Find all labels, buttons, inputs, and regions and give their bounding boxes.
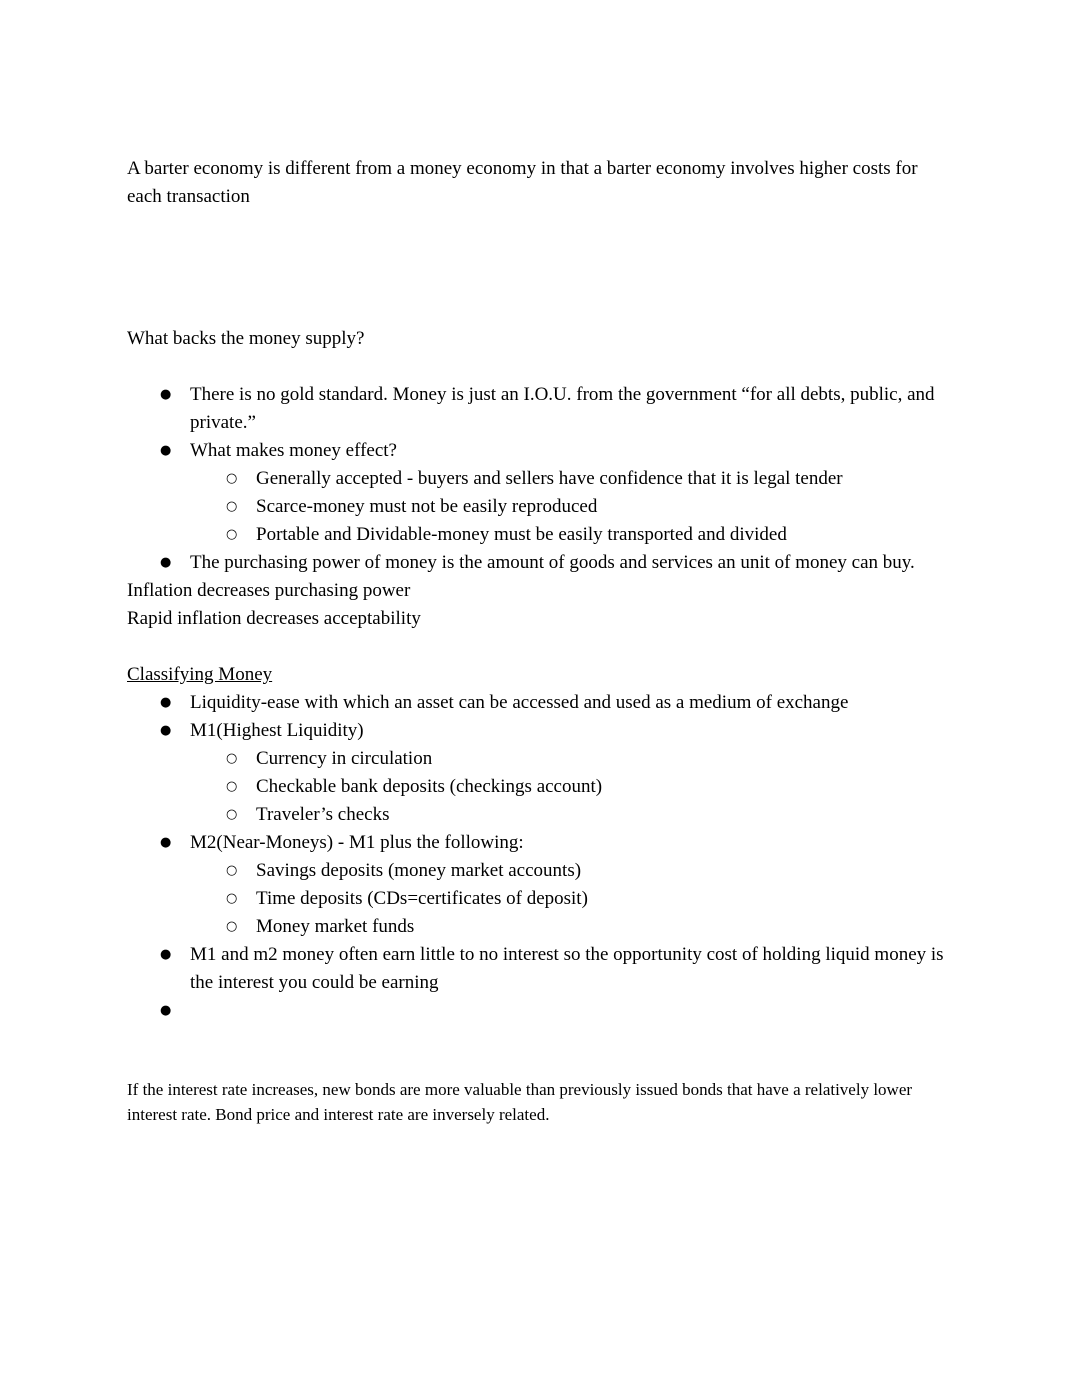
bullet-circle-icon: ○ bbox=[226, 499, 238, 514]
list-item-text: Liquidity-ease with which an asset can be accessed and used as a medium of exchange bbox=[190, 692, 849, 713]
bullet-circle-icon: ○ bbox=[226, 919, 238, 934]
bullet-circle-icon: ○ bbox=[226, 891, 238, 906]
list-item bbox=[226, 493, 952, 521]
list-item-text: M1(Highest Liquidity) bbox=[190, 720, 364, 741]
bullet-disc-icon: ● bbox=[160, 555, 172, 570]
list-item bbox=[160, 689, 952, 717]
list-item-text: There is no gold standard. Money is just an I.O.U. from the government “for all debts, public, and private.” bbox=[190, 384, 935, 433]
list-item-text: Scarce-money must not be easily reproduced bbox=[256, 496, 598, 517]
list-item-text: M2(Near-Moneys) - M1 plus the following: bbox=[190, 832, 524, 853]
bonds-paragraph: If the interest rate increases, new bonds are more valuable than previously issued bonds that have a relatively lower interest rate. Bond price and interest rate are inversely related. bbox=[127, 1080, 913, 1124]
inflation-line-1: Inflation decreases purchasing power bbox=[127, 580, 411, 601]
bullet-circle-icon: ○ bbox=[226, 471, 238, 486]
bullet-disc-icon: ● bbox=[160, 835, 172, 850]
bullet-circle-icon: ○ bbox=[226, 863, 238, 878]
list-item-text: The purchasing power of money is the amount of goods and services an unit of money can buy. bbox=[190, 552, 915, 573]
list-item bbox=[226, 465, 952, 493]
list-item bbox=[160, 717, 952, 745]
list-item bbox=[226, 801, 952, 829]
money-supply-list bbox=[127, 381, 952, 577]
list-item bbox=[226, 885, 952, 913]
spacer bbox=[127, 353, 952, 381]
list-item-text: Currency in circulation bbox=[256, 748, 433, 769]
list-item bbox=[160, 941, 952, 997]
list-item bbox=[160, 381, 952, 437]
bullet-circle-icon: ○ bbox=[226, 779, 238, 794]
list-item-text: Generally accepted - buyers and sellers have confidence that it is legal tender bbox=[256, 468, 843, 489]
list-item-text: M1 and m2 money often earn little to no interest so the opportunity cost of holding liquid money is the interest you could be earning bbox=[190, 944, 944, 993]
section-heading-money-supply: What backs the money supply? bbox=[127, 328, 365, 349]
section-heading-classifying-money: Classifying Money bbox=[127, 664, 273, 685]
bullet-disc-icon: ● bbox=[160, 947, 172, 962]
classifying-money-list bbox=[127, 689, 952, 1025]
intro-paragraph: A barter economy is different from a money economy in that a barter economy involves higher costs for each transaction bbox=[127, 158, 918, 207]
bullet-circle-icon: ○ bbox=[226, 807, 238, 822]
list-item bbox=[226, 521, 952, 549]
list-item bbox=[226, 745, 952, 773]
list-item-text: Time deposits (CDs=certificates of deposit) bbox=[256, 888, 588, 909]
bullet-disc-icon: ● bbox=[160, 723, 172, 738]
list-item-text: Traveler’s checks bbox=[256, 804, 390, 825]
list-item-text: Money market funds bbox=[256, 916, 415, 937]
bullet-disc-icon: ● bbox=[160, 695, 172, 710]
list-item bbox=[226, 857, 952, 885]
list-item bbox=[160, 829, 952, 857]
bullet-disc-icon: ● bbox=[160, 443, 172, 458]
bullet-disc-icon: ● bbox=[160, 387, 172, 402]
list-item-text: What makes money effect? bbox=[190, 440, 397, 461]
list-item bbox=[160, 437, 952, 465]
list-item-text: Portable and Dividable-money must be easily transported and divided bbox=[256, 524, 787, 545]
list-item bbox=[160, 549, 952, 577]
list-item-text: Savings deposits (money market accounts) bbox=[256, 860, 582, 881]
list-item bbox=[226, 913, 952, 941]
list-item bbox=[226, 773, 952, 801]
bullet-disc-icon: ● bbox=[160, 1003, 172, 1018]
bullet-circle-icon: ○ bbox=[226, 751, 238, 766]
list-item-empty bbox=[160, 997, 952, 1025]
list-item-text: Checkable bank deposits (checkings account) bbox=[256, 776, 603, 797]
inflation-line-2: Rapid inflation decreases acceptability bbox=[127, 608, 421, 629]
bullet-circle-icon: ○ bbox=[226, 527, 238, 542]
spacer bbox=[127, 633, 952, 661]
